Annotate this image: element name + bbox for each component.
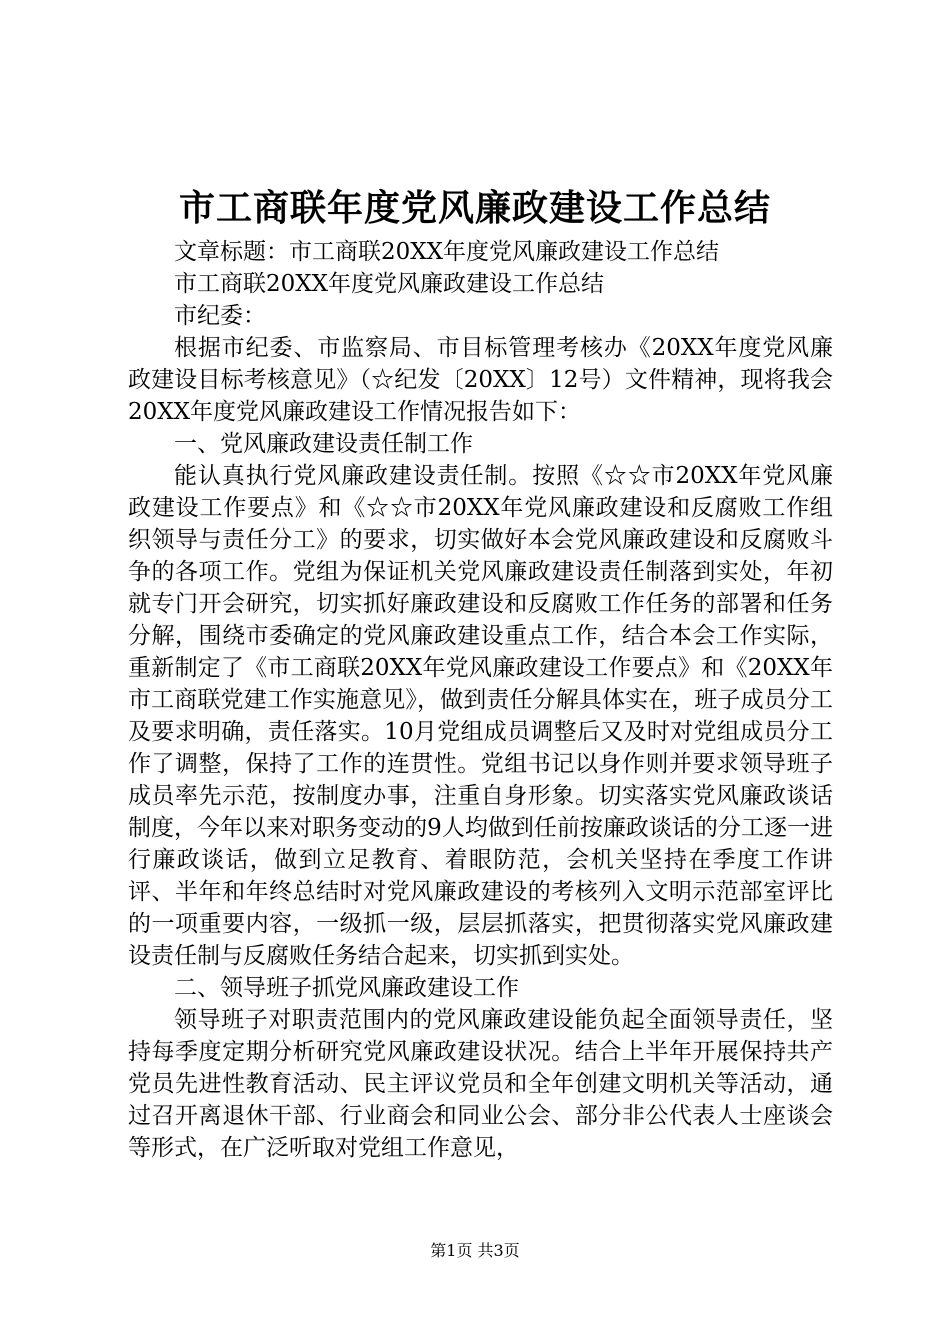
section-heading-1: 一、党风廉政建设责任制工作: [174, 431, 473, 457]
page-footer: 第1页 共3页: [430, 1241, 520, 1260]
document-body: [128, 236, 833, 1164]
paragraph-section-1: 能认真执行党风廉政建设责任制。按照《☆☆市20XX年党风廉政建设工作要点》和《☆☆市20XX年党风廉政建设和反腐败工作组织领导与责任分工》的要求，切实做好本会党风廉政建设和反腐败斗争的各项工作。党组为保证机关党风廉政建设责任制落到实处，年初就专门开会研究，切实抓好廉政建设和反腐败工作任务的部署和任务分解，围绕市委确定的党风廉政建设重点工作，结合本会工作实际，重新制定了《市工商联20XX年党风廉政建设工作要点》和《20XX年市工商联党建工作实施意见》，做到责任分解具体实在，班子成员分工及要求明确，责任落实。10月党组成员调整后又及时对党组成员分工作了调整，保持了工作的连贯性。党组书记以身作则并要求领导班子成员率先示范，按制度办事，注重自身形象。切实落实党风廉政谈话制度，今年以来对职务变动的9人均做到任前按廉政谈话的分工逐一进行廉政谈话，做到立足教育、着眼防范，会机关坚持在季度工作讲评、半年和年终总结时对党风廉政建设的考核列入文明示范部室评比的一项重要内容，一级抓一级，层层抓落实，把贯彻落实党风廉政建设责任制与反腐败任务结合起来，切实抓到实处。: [128, 463, 833, 969]
paragraph-salutation: 市纪委：: [174, 303, 266, 329]
paragraph-subtitle: 市工商联20XX年度党风廉政建设工作总结: [174, 271, 605, 297]
document-title: 市工商联年度党风廉政建设工作总结: [178, 187, 771, 229]
section-heading-2: 二、领导班子抓党风廉政建设工作: [174, 975, 519, 1001]
paragraph-intro: 根据市纪委、市监察局、市目标管理考核办《20XX年度党风廉政建设目标考核意见》（☆纪发〔20XX〕12号）文件精神，现将我会20XX年度党风廉政建设工作情况报告如下：: [128, 335, 833, 425]
paragraph-section-2: 领导班子对职责范围内的党风廉政建设能负起全面领导责任，坚持每季度定期分析研究党风廉政建设状况。结合上半年开展保持共产党员先进性教育活动、民主评议党员和全年创建文明机关等活动，通过召开离退休干部、行业商会和同业公会、部分非公代表人士座谈会等形式，在广泛听取对党组工作意见，: [128, 1007, 833, 1161]
paragraph-article-title: 文章标题：市工商联20XX年度党风廉政建设工作总结: [174, 239, 720, 265]
